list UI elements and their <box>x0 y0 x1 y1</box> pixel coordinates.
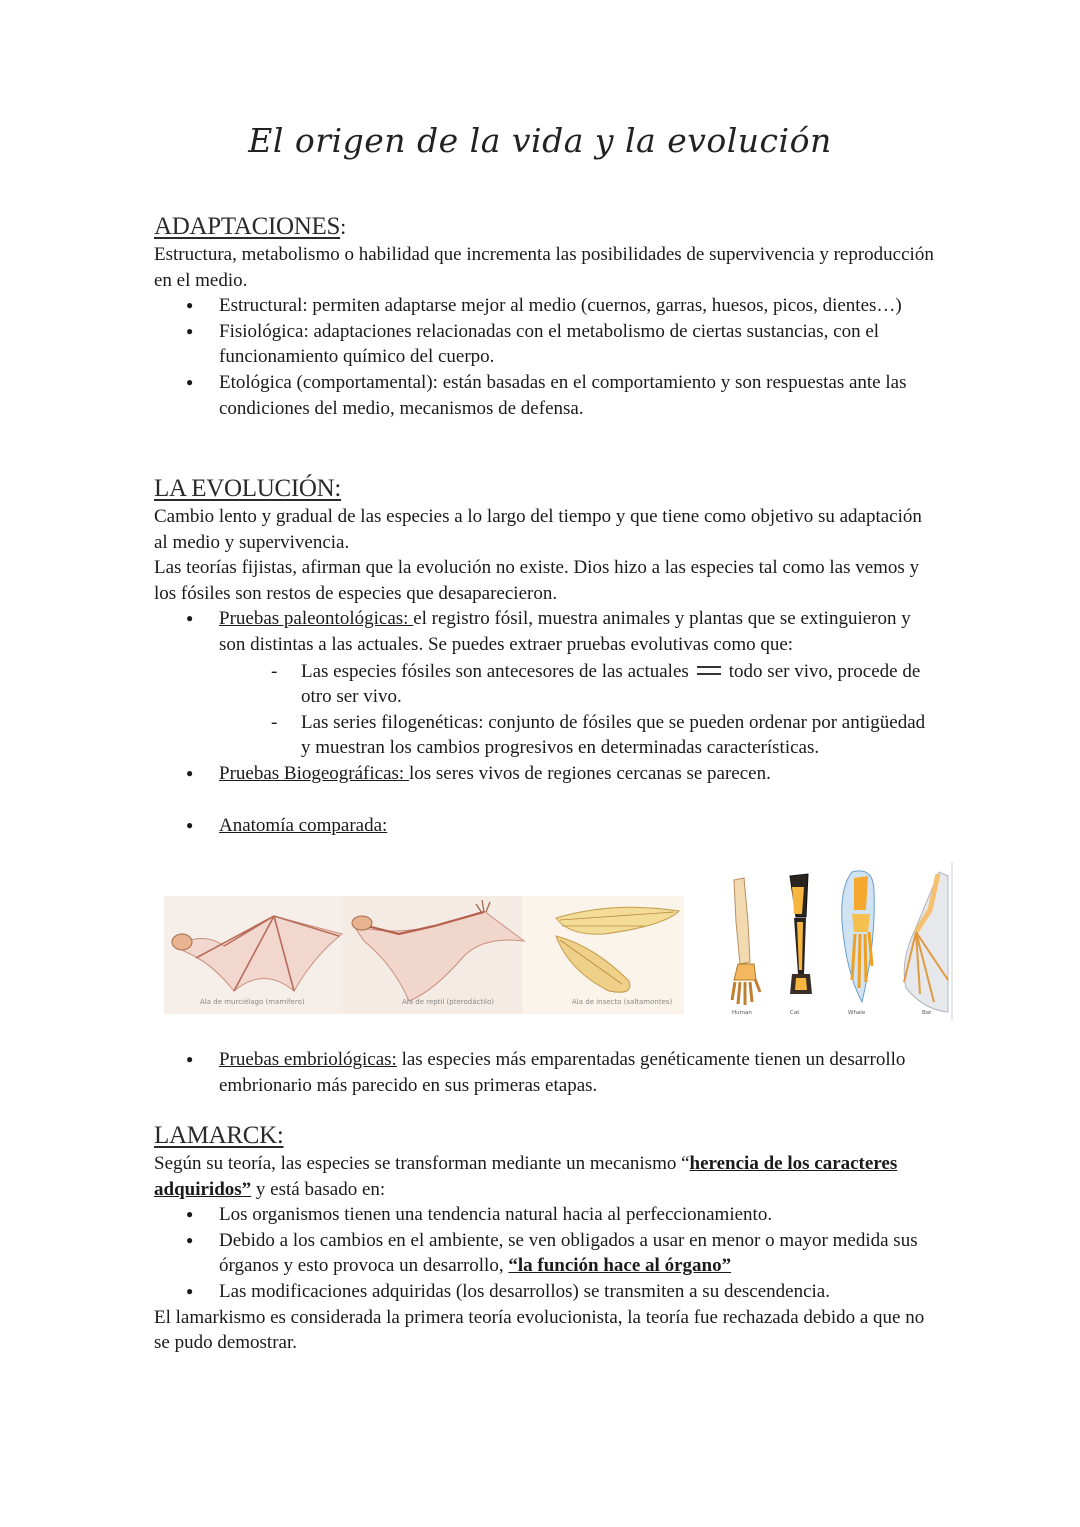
lamarck-item-herencia: ● Las modificaciones adquiridas (los desarrollos) se transmiten a su descendencia. <box>154 1279 934 1305</box>
evolucion-definition: Cambio lento y gradual de las especies a lo largo del tiempo y que tiene como objetivo su adaptación al medio y supervivencia. <box>154 506 922 553</box>
document-title: El origen de la vida y la evolución <box>248 121 832 160</box>
lamarck-list <box>154 1202 934 1304</box>
paleo-subitem-fosiles-a: Las especies fósiles son antecesores de las actuales <box>301 660 689 682</box>
pruebas-paleontologicas-text: el registro fósil, muestra animales y plantas que se extinguieron y son distintas a las actuales. Se puedes extraer pruebas evolutivas como que: <box>219 608 911 655</box>
lamarck-heading: LAMARCK: <box>154 1122 284 1149</box>
lamarck-funcion-organo: “la función hace al órgano” <box>508 1255 732 1277</box>
section-embriologia <box>154 1047 934 1098</box>
pruebas-paleontologicas-label: Pruebas paleontológicas: <box>219 608 414 630</box>
homologous-limbs-image <box>724 862 954 1022</box>
pruebas-embriologicas-text: las especies más emparentadas genéticamente tienen un desarrollo embrionario más parecido en sus primeras etapas. <box>219 1049 906 1096</box>
lamarck-item-uso-text: Debido a los cambios en el ambiente, se ven obligados a usar en menor o mayor medida sus órganos y esto provoca un desarrollo, <box>219 1229 918 1277</box>
evolucion-fijismo: Las teorías fijistas, afirman que la evolución no existe. Dios hizo a las especies tal como las vemos y los fósiles son restos de especies que desaparecieron. <box>154 557 920 604</box>
limbs-illustration <box>724 862 954 1022</box>
limb-caption-human: Human <box>732 1010 752 1016</box>
evolucion-pruebas-list <box>154 606 934 838</box>
cat-leg-icon <box>790 874 812 994</box>
equals-arrow-icon <box>697 666 721 675</box>
adaptaciones-intro: Estructura, metabolismo o habilidad que incrementa las posibilidades de supervivencia y reproducción en el medio. <box>154 244 934 291</box>
lamarck-intro-a: Según su teoría, las especies se transforman mediante un mecanismo “ <box>154 1153 690 1174</box>
lamarck-item-uso <box>154 1228 934 1279</box>
lamarck-closing: El lamarkismo es considerada la primera teoría evolucionista, la teoría fue rechazada debido a que no se pudo demostrar. <box>154 1306 925 1354</box>
pruebas-paleontologicas <box>154 606 934 761</box>
lamarck-intro-c: y está basado en: <box>251 1178 386 1200</box>
adaptacion-estructural: ● Estructural: permiten adaptarse mejor al medio (cuernos, garras, huesos, picos, dientes…) <box>154 293 934 319</box>
adaptacion-etologica: ● Etológica (comportamental): están basadas en el comportamiento y son respuestas ante las condiciones del medio, mecanismos de defensa. <box>154 370 934 421</box>
wing-caption-1: Ala de murciélago (mamífero) <box>200 998 305 1006</box>
pruebas-embriologicas-label: Pruebas embriológicas: <box>219 1049 397 1070</box>
limb-caption-cat: Cat <box>790 1010 800 1016</box>
adaptaciones-heading: ADAPTACIONES <box>154 213 341 240</box>
adaptaciones-heading-line <box>154 212 934 242</box>
pruebas-biogeograficas-label: Pruebas Biogeográficas: <box>219 762 409 784</box>
evolucion-heading: LA EVOLUCIÓN: <box>154 475 342 502</box>
limb-caption-whale: Whale <box>848 1010 866 1016</box>
whale-flipper-icon <box>842 871 875 1002</box>
wings-comparison-image <box>164 896 684 1014</box>
human-arm-icon <box>732 878 760 1005</box>
paleo-subitem-fosiles <box>219 659 934 710</box>
lamarck-item-tendencia: ● Los organismos tienen una tendencia natural hacia al perfeccionamiento. <box>154 1202 934 1228</box>
paleo-subitem-series: - Las series filogenéticas: conjunto de fósiles que se pueden ordenar por antigüedad y muestran los cambios progresivos en determinadas características. <box>219 710 934 761</box>
pruebas-biogeograficas-text: los seres vivos de regiones cercanas se parecen. <box>408 762 771 784</box>
section-lamarck <box>154 1121 934 1356</box>
anatomia-comparada <box>154 813 934 839</box>
pruebas-embriologicas <box>154 1047 934 1098</box>
bat-limb-icon <box>904 872 948 1012</box>
paleo-subitem-fosiles-b: todo ser vivo, procede de otro ser vivo. <box>301 660 921 708</box>
wing-caption-2: Ala de reptil (pterodáctilo) <box>402 998 495 1006</box>
section-evolucion <box>154 474 934 838</box>
adaptaciones-list <box>154 293 934 421</box>
adaptacion-fisiologica: ● Fisiológica: adaptaciones relacionadas con el metabolismo de ciertas sustancias, con el funcionamiento químico del cuerpo. <box>154 319 934 370</box>
adaptaciones-heading-colon: : <box>340 214 347 239</box>
pruebas-biogeograficas <box>154 761 934 787</box>
wings-illustration <box>164 896 684 1014</box>
anatomia-comparada-label: Anatomía comparada: <box>219 814 388 836</box>
paleo-sublist <box>219 659 934 761</box>
wing-caption-3: Ala de insecto (saltamontes) <box>572 998 673 1006</box>
lamarck-intro <box>154 1151 934 1202</box>
section-adaptaciones <box>154 212 934 421</box>
limb-caption-bat: Bat <box>922 1010 932 1016</box>
embriologia-list <box>154 1047 934 1098</box>
lamarck-key-concept: herencia de los caracteres adquiridos” <box>154 1153 898 1200</box>
